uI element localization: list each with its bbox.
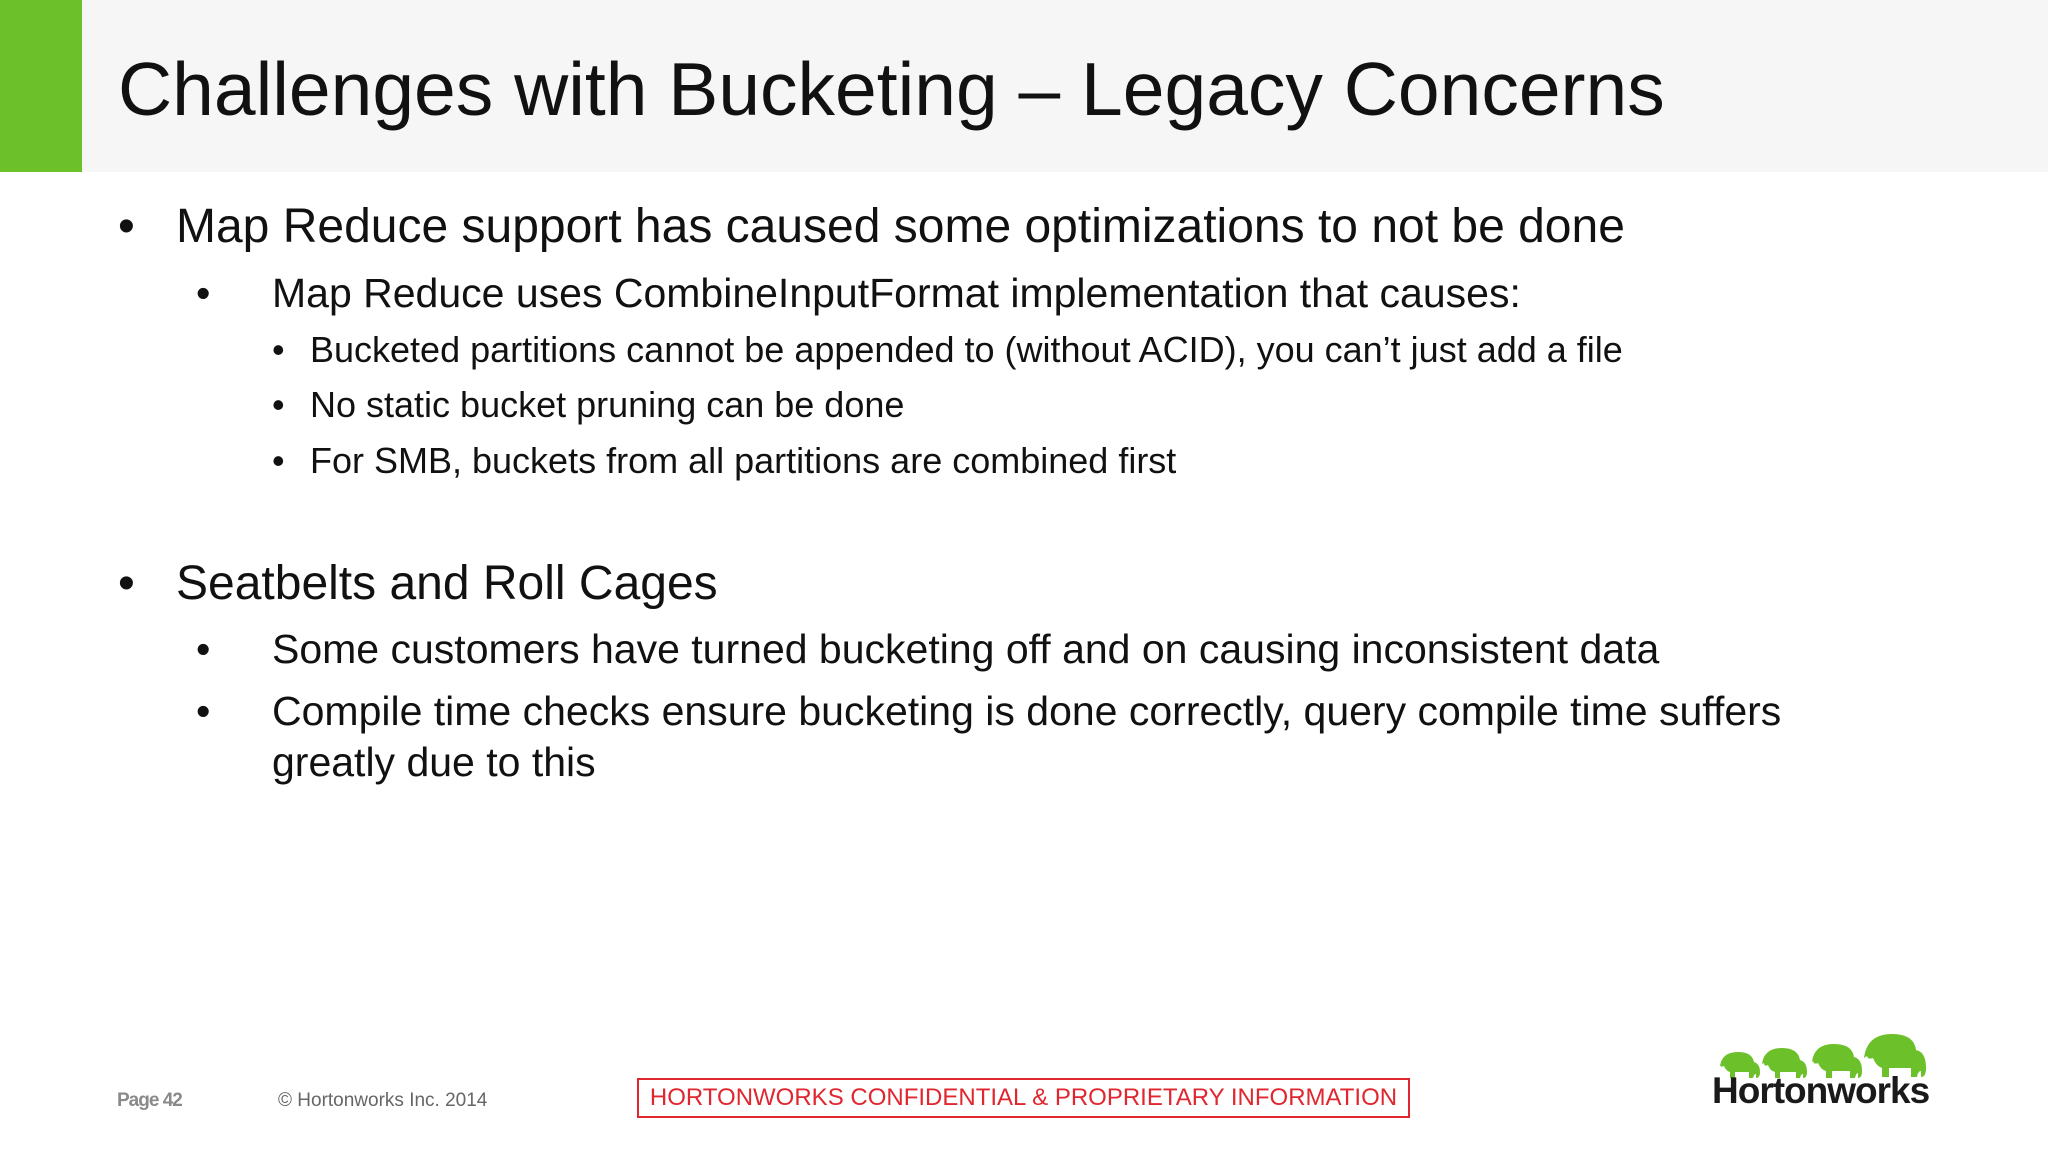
bullet-text: Some customers have turned bucketing off and on causing inconsistent data (272, 626, 1660, 672)
bullet-text: Bucketed partitions cannot be appended to (without ACID), you can’t just add a file (310, 329, 1623, 370)
bullet-text: Seatbelts and Roll Cages (176, 557, 718, 610)
copyright: © Hortonworks Inc. 2014 (278, 1090, 488, 1111)
page-number: Page 42 (117, 1090, 182, 1111)
bullet-dot: • (196, 270, 211, 316)
slide-title: Challenges with Bucketing – Legacy Concerns (118, 47, 1665, 131)
sub-sub-bullet-3 (272, 439, 1176, 483)
bullet-text: Map Reduce uses CombineInputFormat implementation that causes: (272, 270, 1521, 316)
bullet-dot: • (272, 329, 285, 370)
bullet-text: Compile time checks ensure bucketing is done correctly, query compile time suffers (272, 688, 1782, 734)
bullet-dot: • (196, 688, 211, 734)
sub-bullet-mapreduce (196, 268, 1521, 318)
bullet-text: Map Reduce support has caused some optimizations to not be done (176, 200, 1625, 253)
bullet-dot: • (196, 626, 211, 672)
bullet-text: No static bucket pruning can be done (310, 384, 905, 425)
logo-wordmark: Hortonworks (1712, 1070, 1930, 1111)
sub-bullet-compile-time (196, 686, 1781, 736)
sub-bullet-compile-time-cont (272, 737, 596, 787)
sub-bullet-customers (196, 624, 1659, 674)
bullet-text: greatly due to this (272, 739, 596, 785)
bullet-text: For SMB, buckets from all partitions are combined first (310, 440, 1177, 481)
confidential-notice: HORTONWORKS CONFIDENTIAL & PROPRIETARY INFORMATION (637, 1078, 1410, 1118)
bullet-dot: • (118, 200, 135, 253)
sub-sub-bullet-1 (272, 328, 1623, 372)
bullet-section-1 (118, 198, 1625, 256)
bullet-dot: • (272, 384, 285, 425)
bullet-section-2 (118, 555, 718, 613)
bullet-dot: • (272, 440, 285, 481)
bullet-dot: • (118, 557, 135, 610)
sub-sub-bullet-2 (272, 383, 904, 427)
accent-bar (0, 0, 82, 172)
